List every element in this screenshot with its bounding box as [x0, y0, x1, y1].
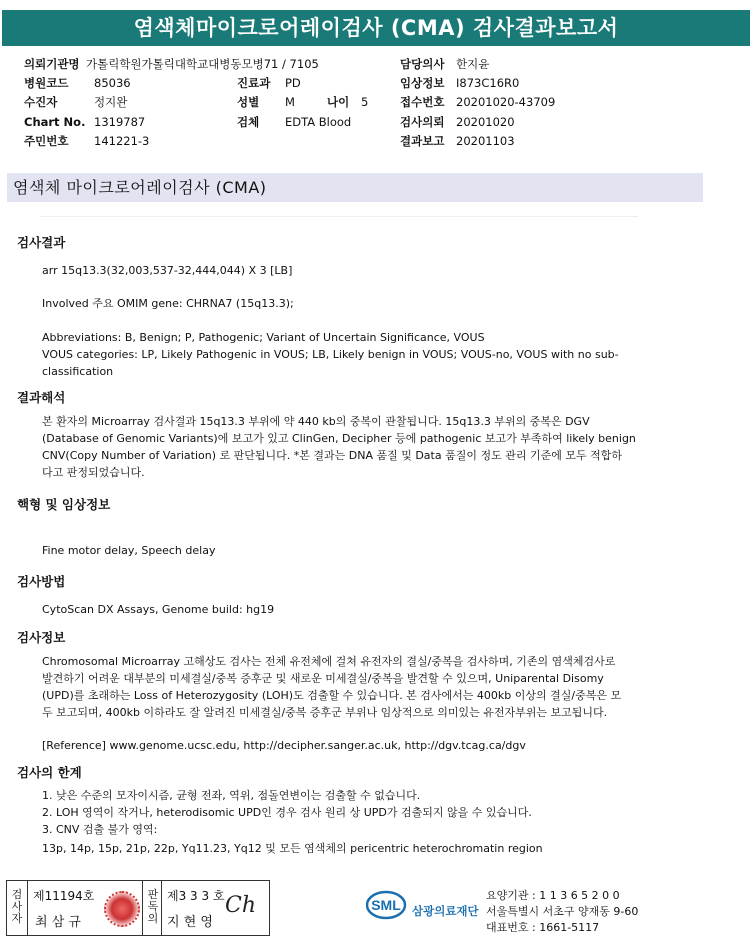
logo-text: SML — [371, 897, 401, 913]
info-line: (UPD)를 초래하는 Loss of Heterozygosity (LOH)도 검출할 수 있습니다. 본 검사에서는 400kb 이상의 결실/중복은 모 — [42, 689, 622, 702]
specimen-label: 검체 — [237, 115, 260, 129]
signature: Ch — [225, 893, 257, 918]
approver-label: 판 독 의 — [147, 888, 159, 925]
receipt-value: 20201020-43709 — [456, 95, 556, 109]
approver-name: 지 현 영 — [167, 915, 213, 930]
interpretation-line: 본 환자의 Microarray 검사결과 15q13.3 부위에 약 440 kb의 중복이 관찰됩니다. 15q13.3 부위의 중복은 DGV — [42, 415, 590, 428]
divider — [161, 881, 162, 935]
result-line: Involved 주요 OMIM gene: CHRNA7 (15q13.3); — [42, 297, 294, 310]
divider — [40, 216, 638, 217]
id-value: 141221-3 — [94, 134, 150, 148]
result-line: arr 15q13.3(32,003,537-32,444,044) X 3 [LB] — [42, 264, 293, 277]
method-heading: 검사방법 — [17, 574, 66, 589]
sex-label: 성별 — [237, 95, 260, 109]
code-label: 병원코드 — [24, 76, 69, 90]
contact-line: 요양기관 : 1 1 3 6 5 2 0 0 — [486, 889, 620, 902]
doctor-label: 담당의사 — [400, 57, 445, 71]
tester-number: 제11194호 — [33, 889, 95, 903]
contact-info — [486, 888, 638, 936]
info-line: Chromosomal Microarray 고해상도 검사는 전체 유전체에 걸쳐 유전자의 결실/중복을 검사하며, 기존의 염색체검사로 — [42, 655, 616, 668]
dept-value: PD — [285, 76, 301, 90]
hospital-label: 의뢰기관명 — [24, 57, 80, 71]
limits-line: 2. LOH 영역이 작거나, heterodisomic UPD인 경우 검사 원리 상 UPD가 검출되지 않을 수 있습니다. — [42, 806, 532, 819]
report-title: 염색체마이크로어레이검사 (CMA) 검사결과보고서 — [2, 10, 750, 46]
request-value: 20201020 — [456, 115, 515, 129]
result-line: VOUS categories: LP, Likely Pathogenic in VOUS; LB, Likely benign in VOUS; VOUS-no, VOUS with no sub- — [42, 348, 619, 361]
reference-line: [Reference] www.genome.ucsc.edu, http://decipher.sanger.ac.uk, http://dgv.tcag.ca/dgv — [42, 739, 526, 752]
info-line: 두 보고되며, 400kb 이하라도 잘 알려진 미세결실/중복 증후군 부위나 임상적으로 의미있는 유전자부위는 보고됩니다. — [42, 706, 608, 719]
result-line: Abbreviations: B, Benign; P, Pathogenic; Variant of Uncertain Significance, VOUS — [42, 331, 485, 344]
request-label: 검사의뢰 — [400, 115, 445, 129]
specimen-value: EDTA Blood — [285, 115, 352, 129]
collector-value: 정지완 — [94, 95, 128, 109]
phenotype-heading: 핵형 및 임상정보 — [17, 497, 111, 512]
info-line: 발견하기 어려운 대부분의 미세결실/중복 증후군 및 새로운 미세결실/중복을 발견할 수 있으며, Uniparental Disomy — [42, 672, 604, 685]
sml-logo-icon — [366, 889, 408, 925]
dept-label: 진료과 — [237, 76, 271, 90]
org-name: 삼광의료재단 — [412, 904, 479, 918]
age-value: 5 — [361, 95, 369, 109]
info-heading: 검사정보 — [17, 630, 66, 645]
phenotype-line: Fine motor delay, Speech delay — [42, 544, 216, 557]
report-value: 20201103 — [456, 134, 515, 148]
interpretation-heading: 결과해석 — [17, 390, 66, 405]
chart-label: Chart No. — [24, 115, 86, 129]
clinical-label: 임상정보 — [400, 76, 445, 90]
limits-line: 1. 낮은 수준의 모자이시즘, 균형 전좌, 역위, 점돌연변이는 검출할 수 없습니다. — [42, 789, 421, 802]
section-title: 염색체 마이크로어레이검사 (CMA) — [7, 173, 703, 202]
id-label: 주민번호 — [24, 134, 69, 148]
interpretation-line: (Database of Genomic Variants)에 보고가 있고 ClinGen, Decipher 등에 pathogenic 보고가 부족하여 likely benign — [42, 432, 636, 445]
contact-line: 서울특별시 서초구 양재동 9-60 — [486, 905, 639, 918]
hospital-value: 가톨릭학원가톨릭대학교대병동모병71 / 7105 — [86, 57, 319, 71]
interpretation-line: 다고 판정되었습니다. — [42, 466, 145, 479]
collector-label: 수진자 — [24, 95, 58, 109]
limits-heading: 검사의 한계 — [17, 765, 82, 780]
limits-line: 13p, 14p, 15p, 21p, 22p, Yq11.23, Yq12 및 모든 염색체의 pericentric heterochromatin region — [42, 842, 543, 855]
clinical-value: I873C16R0 — [456, 76, 520, 90]
chart-value: 1319787 — [94, 115, 146, 129]
approver-number: 제3 3 3 호 — [167, 889, 225, 903]
result-line: classification — [42, 365, 114, 378]
tester-name: 최 삼 규 — [35, 915, 81, 930]
divider — [27, 881, 28, 935]
code-value: 85036 — [94, 76, 131, 90]
seal-icon — [104, 891, 140, 927]
interpretation-line: CNV(Copy Number of Variation) 로 판단됩니다. *본 결과는 DNA 품질 및 Data 품질이 정도 관리 기준에 모두 적합하 — [42, 449, 622, 462]
report-label: 결과보고 — [400, 134, 445, 148]
contact-line: 대표번호 : 1661-5117 — [486, 921, 600, 934]
age-label: 나이 — [327, 95, 350, 109]
limits-line: 3. CNV 검출 불가 영역: — [42, 823, 158, 836]
result-heading: 검사결과 — [17, 235, 66, 250]
tester-label: 검 사 자 — [11, 888, 23, 925]
receipt-label: 접수번호 — [400, 95, 445, 109]
sex-value: M — [285, 95, 295, 109]
method-line: CytoScan DX Assays, Genome build: hg19 — [42, 603, 275, 616]
doctor-value: 한지윤 — [456, 57, 490, 71]
signature-box — [6, 880, 270, 936]
divider — [142, 881, 143, 935]
